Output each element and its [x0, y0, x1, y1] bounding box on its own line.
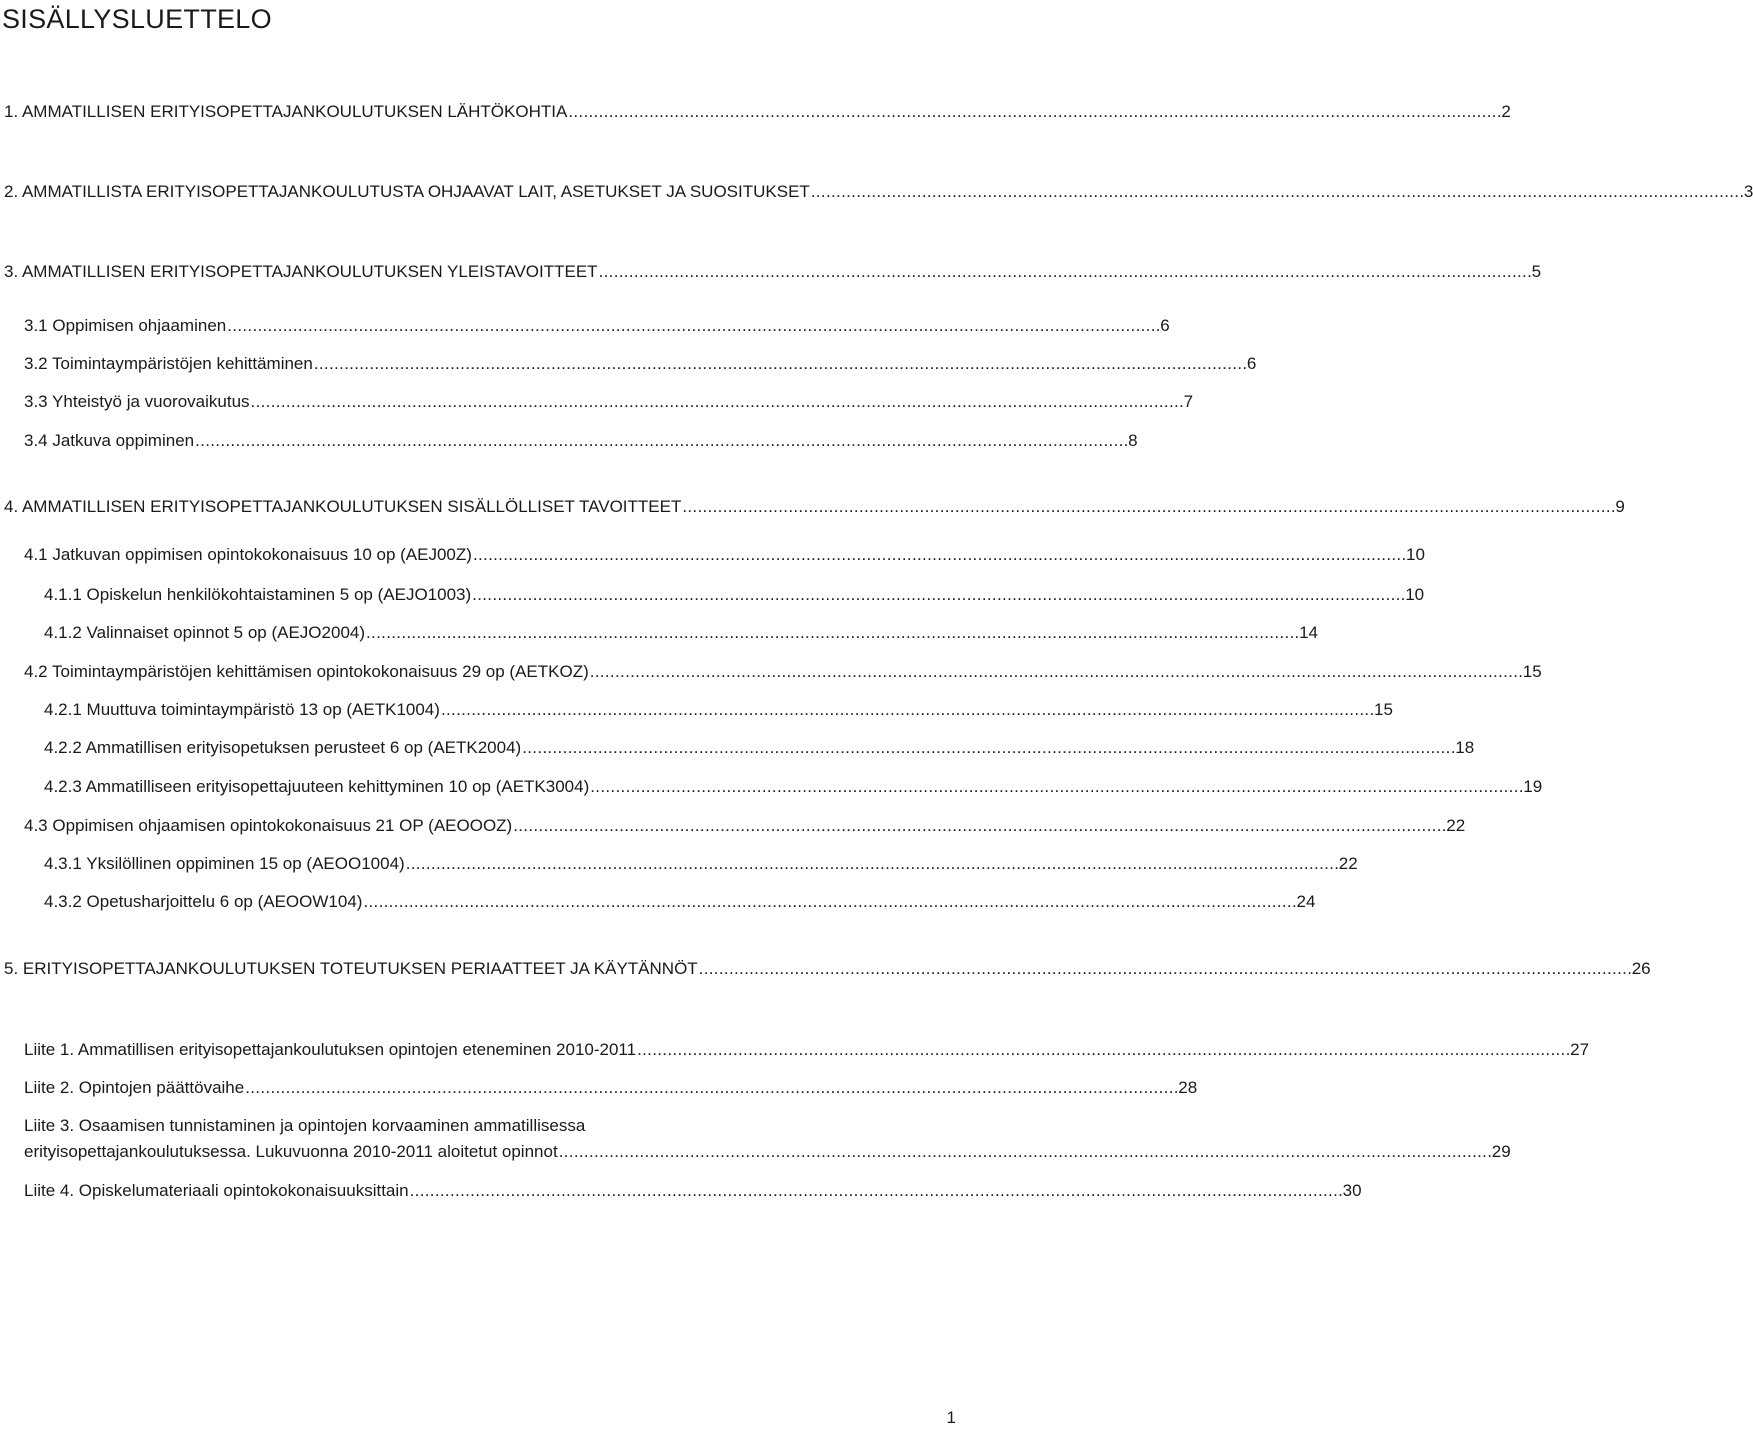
dot-leader	[251, 390, 1182, 414]
toc-entry-2[interactable]	[4, 180, 1753, 204]
toc-entry-liite-4[interactable]	[24, 1179, 1362, 1203]
dot-leader	[568, 100, 1499, 124]
toc-entry-liite-2[interactable]	[24, 1076, 1198, 1100]
toc-entry-page: 6	[1160, 316, 1170, 335]
toc-entry-page: 3	[1743, 182, 1753, 201]
toc-entry-page: 2	[1501, 102, 1511, 121]
toc-entry-4-1-2[interactable]	[44, 621, 1318, 645]
toc-entry-1[interactable]	[4, 100, 1511, 124]
toc-entry-page: 19	[1523, 777, 1543, 796]
toc-entry-4-2[interactable]	[24, 660, 1542, 684]
toc-entry-page: 27	[1570, 1040, 1590, 1059]
dot-leader	[245, 1076, 1176, 1100]
toc-entry-3-1[interactable]	[24, 314, 1170, 338]
toc-entry-text: Liite 1. Ammatillisen erityisopettajankoulutuksen opintojen eteneminen 2010-2011	[24, 1040, 637, 1059]
toc-entry-text: 3. AMMATILLISEN ERITYISOPETTAJANKOULUTUKSEN YLEISTAVOITTEET	[4, 262, 598, 281]
toc-entry-4[interactable]	[4, 495, 1625, 519]
dot-leader	[811, 180, 1742, 204]
toc-entry-page: 15	[1522, 662, 1542, 681]
toc-entry-page: 8	[1128, 431, 1138, 450]
toc-entry-text: Liite 2. Opintojen päättövaihe	[24, 1078, 245, 1097]
toc-entry-page: 28	[1178, 1078, 1198, 1097]
toc-entry-text: 4.1.1 Opiskelun henkilökohtaistaminen 5 op (AEJO1003)	[44, 585, 472, 604]
dot-leader	[682, 495, 1613, 519]
toc-entry-text: 4.3.2 Opetusharjoittelu 6 op (AEOOW104)	[44, 892, 363, 911]
dot-leader	[637, 1038, 1568, 1062]
toc-entry-text: 4.2 Toimintaympäristöjen kehittämisen opintokokonaisuus 29 op (AETKOZ)	[24, 662, 589, 681]
toc-entry-page: 18	[1455, 738, 1475, 757]
toc-entry-text: 4.1.2 Valinnaiset opinnot 5 op (AEJO2004)	[44, 623, 366, 642]
toc-entry-4-1[interactable]	[24, 543, 1425, 567]
toc-entry-4-2-2[interactable]	[44, 736, 1475, 760]
toc-entry-page: 9	[1615, 497, 1625, 516]
dot-leader	[590, 660, 1521, 684]
toc-entry-4-2-3[interactable]	[44, 775, 1543, 799]
toc-entry-3-2[interactable]	[24, 352, 1257, 376]
toc-entry-4-3-1[interactable]	[44, 852, 1358, 876]
toc-entry-page: 22	[1446, 816, 1466, 835]
toc-entry-text: 4.2.3 Ammatilliseen erityisopettajuuteen kehittyminen 10 op (AETK3004)	[44, 777, 590, 796]
toc-entry-page: 6	[1246, 354, 1257, 373]
toc-entry-text: 4.1 Jatkuvan oppimisen opintokokonaisuus 10 op (AEJ00Z)	[24, 545, 472, 564]
dot-leader	[599, 260, 1530, 284]
toc-entry-4-3[interactable]	[24, 814, 1466, 838]
dot-leader	[441, 698, 1372, 722]
dot-leader	[366, 621, 1297, 645]
toc-entry-page: 14	[1299, 623, 1318, 642]
toc-entry-page: 26	[1631, 959, 1651, 978]
dot-leader	[314, 352, 1245, 376]
toc-entry-4-3-2[interactable]	[44, 890, 1316, 914]
toc-entry-5[interactable]	[4, 957, 1651, 981]
toc-entry-text: 3.4 Jatkuva oppiminen	[24, 431, 195, 450]
toc-entry-page: 30	[1342, 1181, 1362, 1200]
toc-entry-text: 3.1 Oppimisen ohjaaminen	[24, 316, 227, 335]
toc-entry-text: 2. AMMATILLISTA ERITYISOPETTAJANKOULUTUSTA OHJAAVAT LAIT, ASETUKSET JA SUOSITUKSET	[4, 182, 810, 201]
toc-entry-liite-3[interactable]	[24, 1140, 1511, 1164]
dot-leader	[473, 543, 1404, 567]
dot-leader	[590, 775, 1521, 799]
dot-leader	[195, 429, 1126, 453]
toc-entry-page: 10	[1405, 545, 1425, 564]
page-title: SISÄLLYSLUETTELO	[2, 4, 272, 34]
toc-entry-text: 5. ERITYISOPETTAJANKOULUTUKSEN TOTEUTUKSEN PERIAATTEET JA KÄYTÄNNÖT	[4, 959, 698, 978]
toc-entry-text: Liite 3. Osaamisen tunnistaminen ja opintojen korvaaminen ammatillisessa	[24, 1116, 586, 1135]
dot-leader	[472, 583, 1403, 607]
toc-entry-page: 15	[1373, 700, 1393, 719]
toc-entry-text: 4.2.2 Ammatillisen erityisopetuksen perusteet 6 op (AETK2004)	[44, 738, 522, 757]
toc-entry-text: 4.3 Oppimisen ohjaamisen opintokokonaisuus 21 OP (AEOOOZ)	[24, 816, 513, 835]
toc-entry-page: 10	[1405, 585, 1425, 604]
toc-entry-page: 7	[1183, 392, 1194, 411]
toc-entry-text: 1. AMMATILLISEN ERITYISOPETTAJANKOULUTUKSEN LÄHTÖKOHTIA	[4, 102, 568, 121]
toc-entry-text: 3.2 Toimintaympäristöjen kehittäminen	[24, 354, 313, 373]
dot-leader	[227, 314, 1158, 338]
toc-entry-text: Liite 4. Opiskelumateriaali opintokokonaisuuksittain	[24, 1181, 409, 1200]
dot-leader	[410, 1179, 1341, 1203]
toc-entry-3[interactable]	[4, 260, 1542, 284]
toc-entry-liite-1[interactable]	[24, 1038, 1590, 1062]
toc-entry-text: 3.3 Yhteistyö ja vuorovaikutus	[24, 392, 250, 411]
toc-entry-text: 4.3.1 Yksilöllinen oppiminen 15 op (AEOO1004)	[44, 854, 405, 873]
toc-entry-page: 22	[1338, 854, 1358, 873]
page-number: 1	[946, 1408, 956, 1427]
dot-leader	[363, 890, 1294, 914]
toc-entry-4-1-1[interactable]	[44, 583, 1425, 607]
toc-entry-liite-3-first-line[interactable]	[24, 1114, 955, 1138]
toc-entry-page: 5	[1531, 262, 1542, 281]
toc-entry-text-continued: erityisopettajankoulutuksessa. Lukuvuonna 2010-2011 aloitetut opinnot	[24, 1142, 558, 1161]
toc-entry-page: 24	[1296, 892, 1316, 911]
toc-entry-page: 29	[1491, 1142, 1511, 1161]
dot-leader	[699, 957, 1630, 981]
dot-leader	[406, 852, 1337, 876]
dot-leader	[559, 1140, 1490, 1164]
toc-entry-text: 4.2.1 Muuttuva toimintaympäristö 13 op (AETK1004)	[44, 700, 440, 719]
toc-entry-text: 4. AMMATILLISEN ERITYISOPETTAJANKOULUTUKSEN SISÄLLÖLLISET TAVOITTEET	[4, 497, 682, 516]
dot-leader	[522, 736, 1453, 760]
toc-entry-3-3[interactable]	[24, 390, 1194, 414]
toc-entry-3-4[interactable]	[24, 429, 1138, 453]
dot-leader	[513, 814, 1444, 838]
toc-entry-4-2-1[interactable]	[44, 698, 1393, 722]
